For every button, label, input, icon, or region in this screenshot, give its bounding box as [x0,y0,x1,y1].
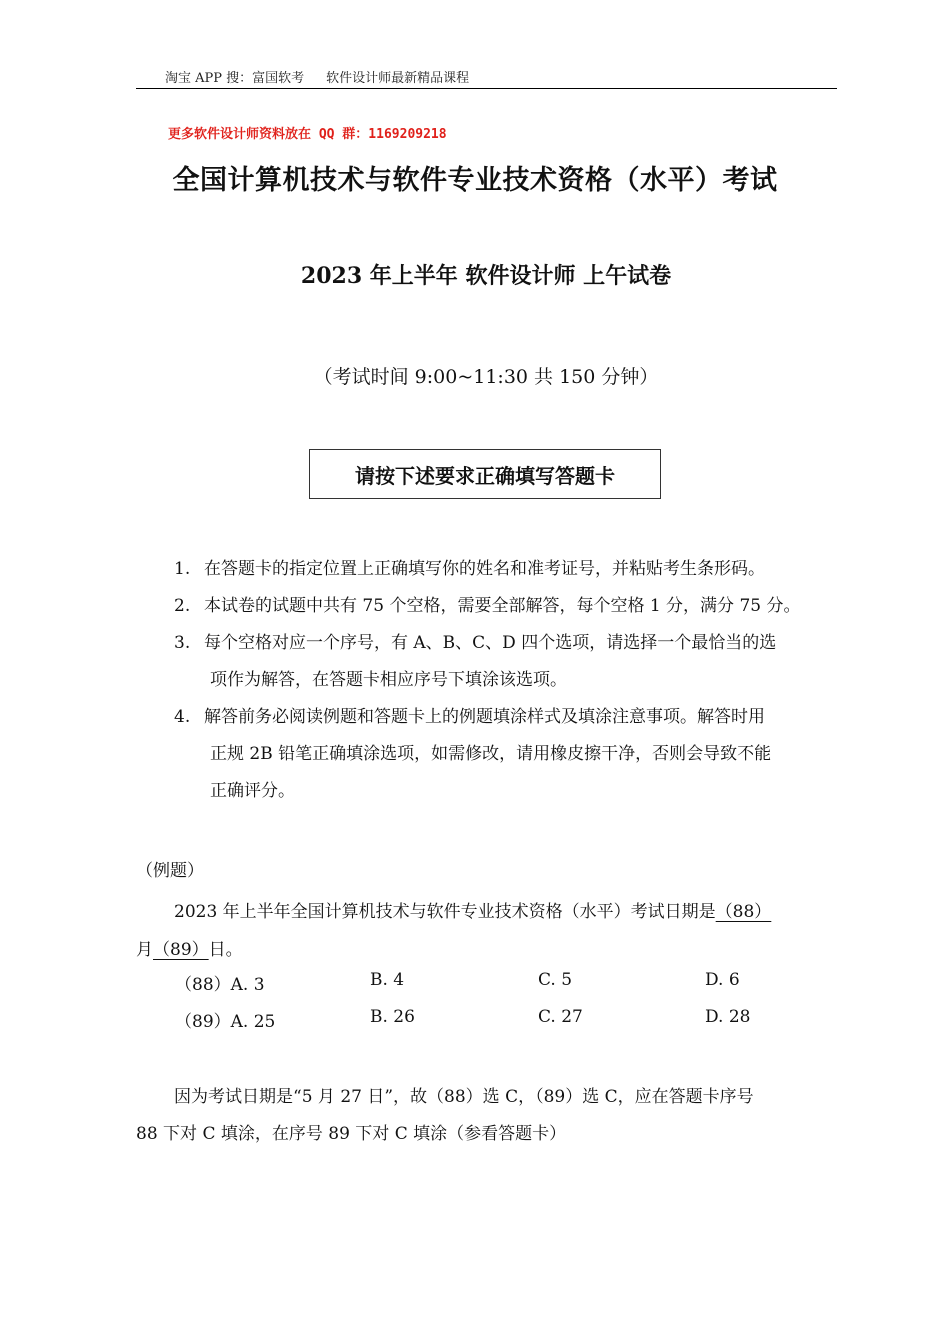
option-d: D. 6 [705,970,740,990]
instruction-text: 在答题卡的指定位置上正确填写你的姓名和准考证号，并粘贴考生条形码。 [204,559,765,579]
header-right-text: 软件设计师最新精品课程 [326,71,470,86]
instruction-text: 解答前务必阅读例题和答题卡上的例题填涂样式及填涂注意事项。解答时用 [204,707,765,727]
header-left-text: 淘宝 APP 搜：富国软考 [165,71,305,86]
page-header [165,67,469,86]
option-c: C. 5 [538,970,573,990]
example-question-month: 月 [136,940,153,960]
example-options-89 [175,1007,875,1031]
example-question [136,893,838,969]
option-a: （88）A. 3 [175,975,265,995]
instruction-continuation: 正确评分。 [210,781,295,801]
example-question-text: 2023 年上半年全国计算机技术与软件专业技术资格（水平）考试日期是 [174,902,716,922]
option-c: C. 27 [538,1007,583,1027]
exam-time-info: （考试时间 9:00~11:30 共 150 分钟） [313,366,659,388]
instruction-text: 本试卷的试题中共有 75 个空格，需要全部解答，每个空格 1 分，满分 75 分。 [204,596,801,616]
instruction-continuation: 正规 2B 铅笔正确填涂选项，如需修改，请用橡皮擦干净，否则会导致不能 [210,744,772,764]
instruction-item [174,699,839,736]
example-options-88 [175,970,875,994]
instruction-text: 每个空格对应一个序号，有 A、B、C、D 四个选项，请选择一个最恰当的选 [204,633,777,653]
page-title: 全国计算机技术与软件专业技术资格（水平）考试 [172,165,778,196]
example-explanation [136,1079,838,1153]
promo-text: 更多软件设计师资料放在 QQ 群：1169209218 [168,127,447,142]
exam-subtitle: 2023 年上半年 软件设计师 上午试卷 [300,263,672,289]
option-b: B. 26 [370,1007,415,1027]
instruction-number: 3. [174,633,191,653]
instruction-continuation: 项作为解答，在答题卡相应序号下填涂该选项。 [210,670,567,690]
instruction-item [174,588,839,625]
instruction-number: 1. [174,559,191,579]
example-question-day: 日。 [208,940,243,960]
notice-box [309,449,661,499]
explanation-line: 因为考试日期是“5 月 27 日”，故（88）选 C，（89）选 C，应在答题卡序号 [174,1087,754,1107]
option-b: B. 4 [370,970,405,990]
instruction-item [174,551,839,588]
header-divider [136,88,837,89]
instruction-number: 2. [174,596,191,616]
instructions-list [174,551,839,810]
example-blank-89: （89） [153,940,209,960]
example-blank-88: （88） [715,902,772,922]
notice-box-text: 请按下述要求正确填写答题卡 [355,463,615,488]
instruction-item [174,625,839,662]
explanation-line: 88 下对 C 填涂，在序号 89 下对 C 填涂（参看答题卡） [136,1124,567,1144]
example-label: （例题） [136,861,204,881]
option-a: （89）A. 25 [175,1012,276,1032]
option-d: D. 28 [705,1007,751,1027]
instruction-number: 4. [174,707,191,727]
